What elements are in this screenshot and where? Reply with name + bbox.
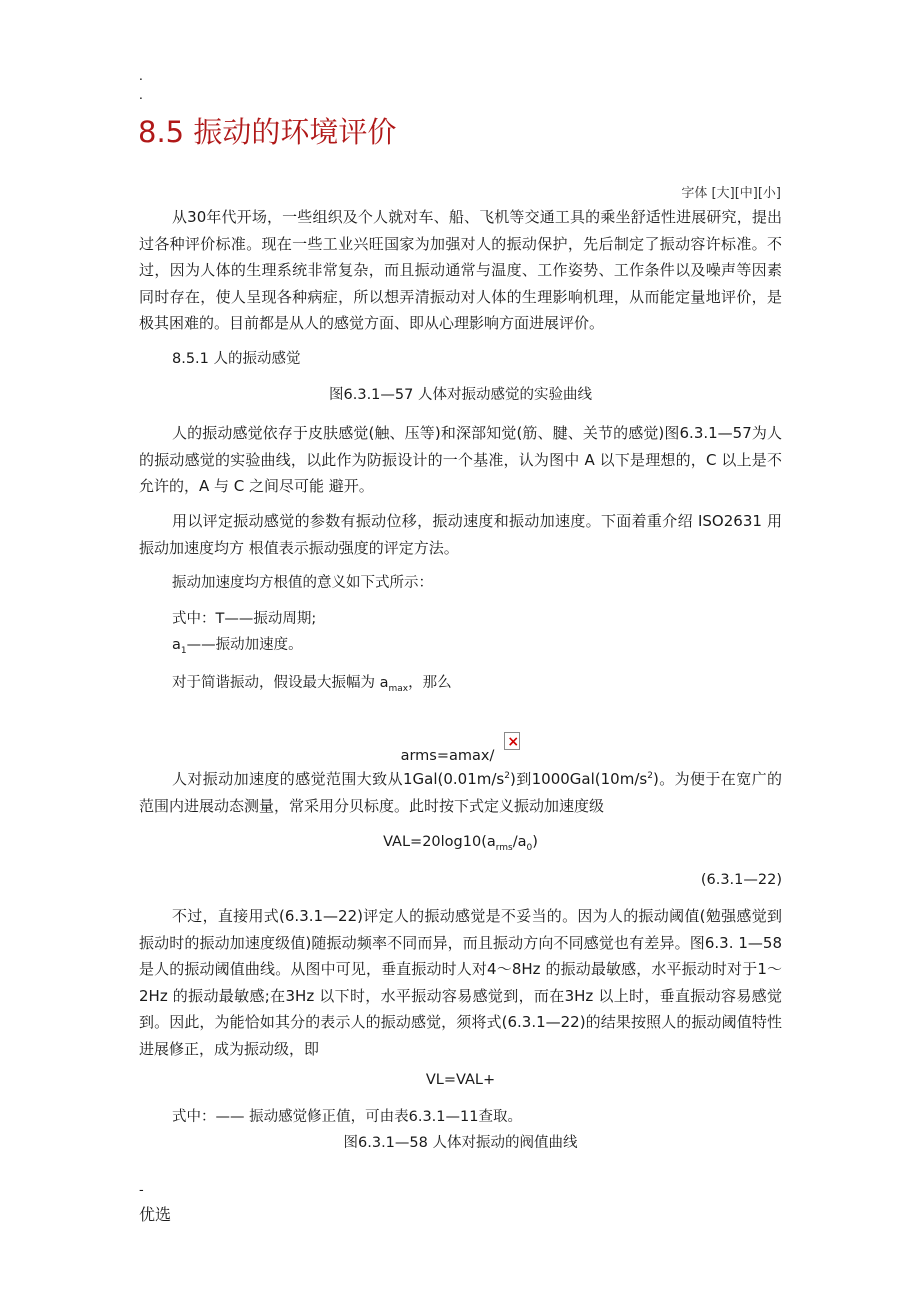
footer-dash: -: [139, 1183, 144, 1198]
header-dot: .: [139, 69, 143, 83]
harmonic-vibration-text: 对于简谐振动，假设最大振幅为 $a_{max}$，那么: [172, 675, 452, 694]
sensation-paragraph: 人的振动感觉依存于皮肤感觉(触、压等)和深部知觉(筋、腱、关节的感觉)图6.3.1—57为人的振动感觉的实验曲线，以此作为防振设计的一个基准，认为图中 A 以下是理想的，C 以上是不允许的，A 与 C 之间尽可能 避开。: [139, 424, 782, 495]
footer-label: 优选: [139, 1205, 172, 1224]
font-size-small-link[interactable]: [小]: [757, 186, 781, 201]
font-size-large-link[interactable]: [大]: [711, 186, 735, 201]
header-dot: .: [139, 88, 143, 102]
intro-paragraph: 从30年代开场，一些组织及个人就对车、船、飞机等交通工具的乘坐舒适性进展研究，提出过各种评价标准。现在一些工业兴旺国家为加强对人的振动保护，先后制定了振动容许标准。不过，因为人体的生理系统非常复杂，而且振动通常与温度、工作姿势、工作条件以及噪声等因素同时存在，使人呈现各种病症，所以想弄清振动对人体的生理影响机理，从而能定量地评价，是极其困难的。目前都是从人的感觉方面、即从心理影响方面进展评价。: [139, 208, 782, 332]
where-correction-text: 式中：—— 振动感觉修正值，可由表6.3.1—11查取。: [172, 1109, 522, 1125]
equation-number: (6.3.1—22): [700, 872, 782, 888]
figure-caption: 图6.3.1—57 人体对振动感觉的实验曲线: [329, 387, 592, 403]
parameters-paragraph: 用以评定振动感觉的参数有振动位移，振动速度和振动加速度。下面着重介绍 ISO2631 用振动加速度均方 根值表示振动强度的评定方法。: [139, 512, 782, 557]
threshold-paragraph: 不过，直接用式(6.3.1—22)评定人的振动感觉是不妥当的。因为人的振动阈值(勉强感觉到振动时的振动加速度级值)随振动频率不同而异，而且振动方向不同感觉也有差异。图6.3. 1—58是人的振动阈值曲线。从图中可见，垂直振动时人对4～8Hz 的振动最敏感，水平振动时对于1～2Hz 的振动最敏感;在3Hz 以下时，水平振动容易感觉到，而在3Hz 以上时，垂直振动容易感觉到。因此，为能恰如其分的表示人的振动感觉，须将式(6.3.1—22)的结果按照人的振动阈值特性进展修正，成为振动级，即: [139, 907, 782, 1058]
formula-arms: arms=amax/×: [139, 732, 782, 767]
broken-image-icon: [504, 732, 520, 750]
page-title: 8.5 振动的环境评价: [138, 115, 397, 149]
perception-range-paragraph: 人对振动加速度的感觉范围大致从$1Gal(0.01m/s^2)$到$1000Gal(10m/s^2)$。为便于在宽广的范围内进展动态测量，常采用分贝标度。此时按下式定义振动加速度级: [139, 770, 782, 815]
formula-val: $VAL=20\log 10(a_{rms}/a_0)$: [383, 834, 538, 853]
figure-caption: 图6.3.1—58 人体对振动的阀值曲线: [343, 1135, 578, 1151]
rms-meaning-text: 振动加速度均方根值的意义如下式所示：: [172, 575, 433, 591]
font-size-label: 字体: [681, 186, 708, 201]
section-heading: 8.5.1 人的振动感觉: [172, 351, 301, 367]
font-size-medium-link[interactable]: [中]: [734, 186, 758, 201]
where-acceleration-text: $a_1——$振动加速度。: [172, 637, 303, 656]
formula-vl: VL=VAL+: [425, 1072, 496, 1088]
font-size-bar: [681, 185, 781, 203]
where-period-text: 式中：T——振动周期;: [172, 611, 317, 627]
